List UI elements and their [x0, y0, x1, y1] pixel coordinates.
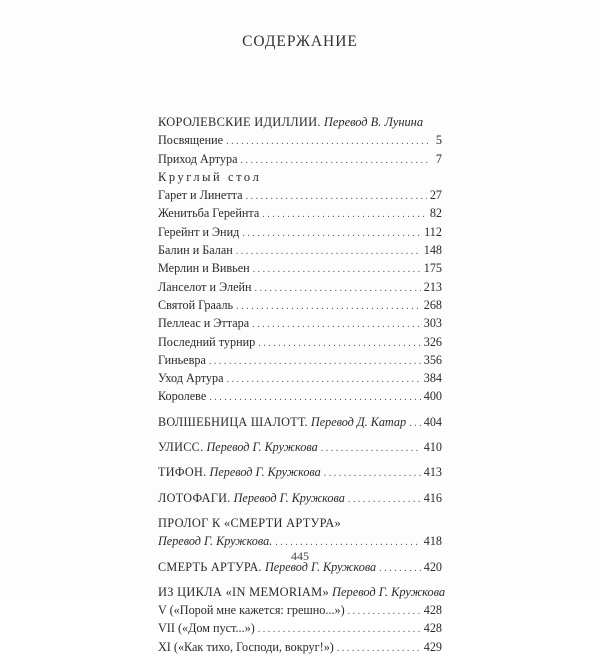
entry-page: 400 — [423, 389, 442, 404]
dot-leader — [258, 335, 420, 353]
dot-leader — [348, 603, 421, 621]
entry-label: Гиньевра — [158, 352, 206, 367]
entry-label: V («Порой мне кажется: грешно...») — [158, 603, 345, 618]
section-translator: Перевод Г. Кружкова — [264, 559, 377, 574]
entry-page: 112 — [424, 224, 442, 239]
entry-page: 5 — [435, 133, 442, 148]
entry-label: Ланселот и Элейн — [158, 279, 252, 294]
entry-label: VII («Дом пуст...») — [158, 621, 255, 636]
section-title: ТИФОН. — [158, 465, 207, 480]
page-number: 445 — [291, 549, 309, 563]
section-title: ПРОЛОГ К «СМЕРТИ АРТУРА» — [158, 515, 341, 530]
dot-leader — [262, 206, 427, 224]
toc-entry[interactable] — [158, 369, 442, 387]
toc-entry[interactable] — [158, 413, 442, 431]
toc-entry[interactable] — [158, 150, 442, 168]
dot-leader — [255, 280, 421, 298]
toc-entry[interactable] — [158, 241, 442, 259]
toc-entry[interactable] — [158, 296, 442, 314]
toc-section-heading — [158, 113, 442, 131]
toc-entry[interactable] — [158, 314, 442, 332]
section-title: СМЕРТЬ АРТУРА. — [158, 559, 262, 574]
entry-label: Балин и Балан — [158, 243, 233, 258]
entry-label: Гарет и Линетта — [158, 188, 243, 203]
toc-entry[interactable] — [158, 223, 442, 241]
entry-page: 7 — [435, 151, 442, 166]
toc-entry[interactable] — [158, 532, 442, 550]
dot-leader — [209, 389, 420, 407]
dot-leader — [409, 415, 421, 433]
dot-leader — [209, 353, 421, 371]
dot-leader — [246, 188, 427, 206]
toc-entry[interactable] — [158, 259, 442, 277]
dot-leader — [253, 261, 421, 279]
entry-page: 428 — [423, 621, 442, 636]
entry-page: 416 — [423, 490, 442, 505]
spacer — [158, 431, 442, 438]
entry-label: Пеллеас и Эттара — [158, 316, 250, 331]
toc-entry[interactable] — [158, 619, 442, 637]
entry-page: 428 — [423, 603, 442, 618]
section-translator: Перевод Г. Кружкова — [209, 465, 321, 480]
entry-page: 429 — [423, 639, 442, 654]
dot-leader — [348, 491, 421, 509]
entry-label: Мерлин и Вивьен — [158, 261, 250, 276]
section-title: КОРОЛЕВСКИЕ ИДИЛЛИИ. — [158, 115, 321, 129]
page-title: СОДЕРЖАНИЕ — [242, 33, 358, 50]
entry-page: 27 — [429, 188, 442, 203]
entry-page: 82 — [429, 206, 442, 221]
entry-page: 420 — [423, 559, 442, 574]
toc-entry[interactable] — [158, 463, 442, 481]
dot-leader — [242, 225, 421, 243]
entry-page: 384 — [423, 371, 442, 386]
section-translator: Перевод Г. Кружкова — [206, 440, 318, 455]
dot-leader — [226, 133, 429, 151]
entry-page: 326 — [423, 334, 442, 349]
dot-leader — [252, 316, 421, 334]
dot-leader — [337, 640, 421, 658]
entry-page: 418 — [423, 534, 442, 549]
toc-entry[interactable] — [158, 601, 442, 619]
toc-section-heading — [158, 583, 446, 601]
table-of-contents — [158, 113, 446, 656]
entry-page: 175 — [423, 261, 442, 276]
dot-leader — [321, 440, 421, 458]
entry-label — [158, 463, 321, 481]
toc-entry[interactable] — [158, 438, 442, 456]
entry-page: 148 — [423, 243, 442, 258]
toc-entry[interactable] — [158, 186, 442, 204]
entry-label: Королеве — [158, 389, 207, 404]
entry-page: 213 — [423, 279, 442, 294]
entry-page: 404 — [423, 414, 442, 429]
section-title: ЛОТОФАГИ. — [158, 490, 231, 505]
entry-label — [158, 413, 406, 431]
toc-entry[interactable] — [158, 278, 442, 296]
entry-page: 268 — [423, 297, 442, 312]
section-title: ВОЛШЕБНИЦА ШАЛОТТ. — [158, 414, 308, 429]
entry-label: Посвящение — [158, 133, 224, 148]
toc-entry[interactable] — [158, 638, 442, 656]
entry-label: Уход Артура — [158, 371, 224, 386]
dot-leader — [241, 152, 429, 170]
dot-leader — [227, 371, 421, 389]
section-translator: Перевод Г. Кружкова — [332, 584, 446, 599]
toc-subheading: Круглый стол — [158, 169, 262, 184]
entry-label: Святой Грааль — [158, 297, 234, 312]
entry-page: 413 — [423, 465, 442, 480]
entry-label: XI («Как тихо, Господи, вокруг!») — [158, 639, 334, 654]
section-title: УЛИСС. — [158, 440, 204, 455]
entry-label — [158, 489, 345, 507]
toc-entry[interactable] — [158, 204, 442, 222]
entry-label: Приход Артура — [158, 151, 238, 166]
entry-page: 303 — [423, 316, 442, 331]
entry-label: Последний турнир — [158, 334, 256, 349]
dot-leader — [236, 298, 421, 316]
toc-entry[interactable] — [158, 131, 442, 149]
section-translator: Перевод Г. Кружкова — [233, 490, 345, 505]
entry-label: Герейнт и Энид — [158, 224, 240, 239]
dot-leader — [324, 465, 421, 483]
entry-label: Женитьба Герейнта — [158, 206, 260, 221]
toc-entry[interactable] — [158, 333, 442, 351]
entry-page: 356 — [423, 352, 442, 367]
section-title: ИЗ ЦИКЛА «IN MEMORIAM» — [158, 584, 329, 599]
toc-entry[interactable] — [158, 489, 442, 507]
section-translator: Перевод Д. Катар — [310, 414, 407, 429]
dot-leader — [236, 243, 421, 261]
toc-entry[interactable] — [158, 351, 442, 369]
section-translator: Перевод В. Лунина — [323, 115, 424, 129]
entry-label — [158, 438, 318, 456]
toc-entry[interactable] — [158, 387, 442, 405]
section-translator: Перевод Г. Кружкова. — [158, 534, 273, 549]
entry-page: 410 — [423, 440, 442, 455]
